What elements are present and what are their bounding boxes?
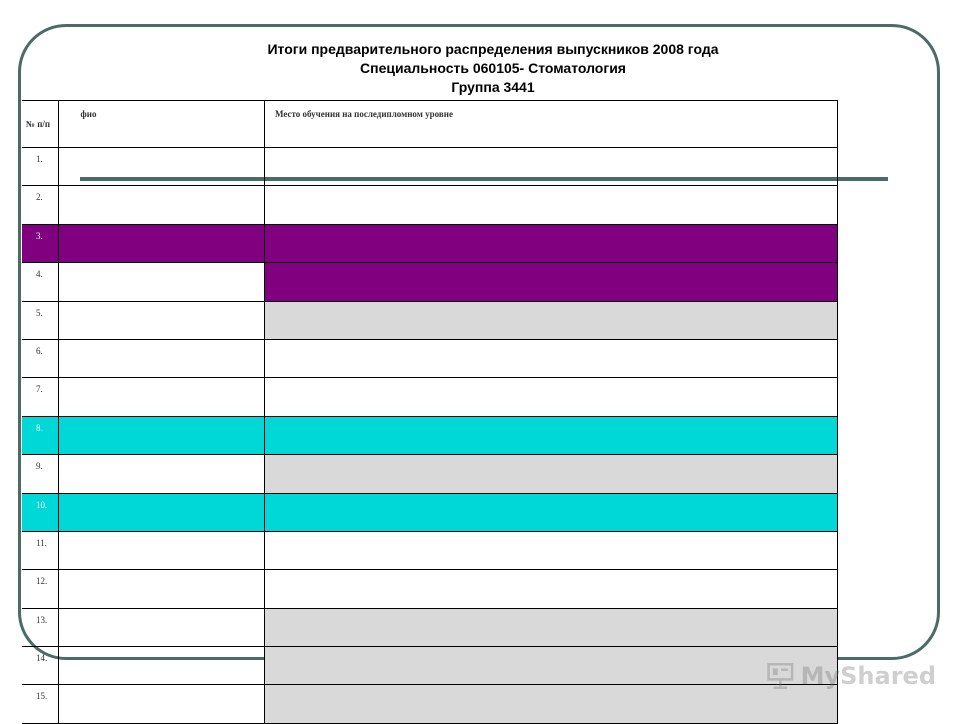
header-title: Итоги предварительного распределения выпускников 2008 года <box>267 41 719 57</box>
row-number: 15. <box>22 685 59 723</box>
row-number: 9. <box>22 455 59 493</box>
row-number: 10. <box>22 494 59 532</box>
row-place <box>265 340 838 378</box>
watermark <box>766 656 936 696</box>
row-place <box>265 263 838 301</box>
row-fio <box>59 378 265 416</box>
graduates-table <box>22 100 838 724</box>
row-fio <box>59 302 265 340</box>
row-number: 5. <box>22 302 59 340</box>
table-row <box>22 417 838 455</box>
row-place <box>265 532 838 570</box>
row-number: 3. <box>22 225 59 263</box>
watermark-text: MyShared <box>800 662 936 690</box>
row-place <box>265 685 838 723</box>
row-place <box>265 302 838 340</box>
row-number: 6. <box>22 340 59 378</box>
row-fio <box>59 263 265 301</box>
header-place: Место обучения на последипломном уровне <box>265 100 838 148</box>
row-number: 8. <box>22 417 59 455</box>
table-row <box>22 455 838 493</box>
row-number: 14. <box>22 647 59 685</box>
table-row <box>22 148 838 186</box>
row-place <box>265 417 838 455</box>
row-fio <box>59 685 265 723</box>
row-fio <box>59 647 265 685</box>
row-fio <box>59 186 265 224</box>
header-specialty: Специальность 060105- Стоматология <box>360 60 626 76</box>
row-fio <box>59 609 265 647</box>
row-fio <box>59 417 265 455</box>
row-place <box>265 378 838 416</box>
row-fio <box>59 148 265 186</box>
row-number: 7. <box>22 378 59 416</box>
row-fio <box>59 225 265 263</box>
row-number: 12. <box>22 570 59 608</box>
table-row <box>22 378 838 416</box>
table-row <box>22 609 838 647</box>
row-number: 4. <box>22 263 59 301</box>
presentation-board-icon <box>766 659 795 693</box>
row-fio <box>59 570 265 608</box>
row-number: 2. <box>22 186 59 224</box>
row-place <box>265 148 838 186</box>
row-number: 1. <box>22 148 59 186</box>
table-row <box>22 532 838 570</box>
row-fio <box>59 340 265 378</box>
table-row <box>22 570 838 608</box>
row-place <box>265 647 838 685</box>
table-row <box>22 302 838 340</box>
row-fio <box>59 455 265 493</box>
table-row <box>22 225 838 263</box>
row-place <box>265 494 838 532</box>
table-row <box>22 186 838 224</box>
document-header <box>0 40 960 97</box>
row-place <box>265 186 838 224</box>
row-number: 13. <box>22 609 59 647</box>
table-row <box>22 685 838 723</box>
header-group: Группа 3441 <box>451 79 535 95</box>
table-header-row <box>22 100 838 148</box>
header-number: № п/п <box>22 100 59 148</box>
row-place <box>265 225 838 263</box>
row-number: 11. <box>22 532 59 570</box>
table-row <box>22 647 838 685</box>
table-row <box>22 263 838 301</box>
table-row <box>22 494 838 532</box>
header-fio: фио <box>59 100 265 148</box>
row-place <box>265 609 838 647</box>
row-fio <box>59 494 265 532</box>
row-place <box>265 455 838 493</box>
row-fio <box>59 532 265 570</box>
row-place <box>265 570 838 608</box>
table-row <box>22 340 838 378</box>
